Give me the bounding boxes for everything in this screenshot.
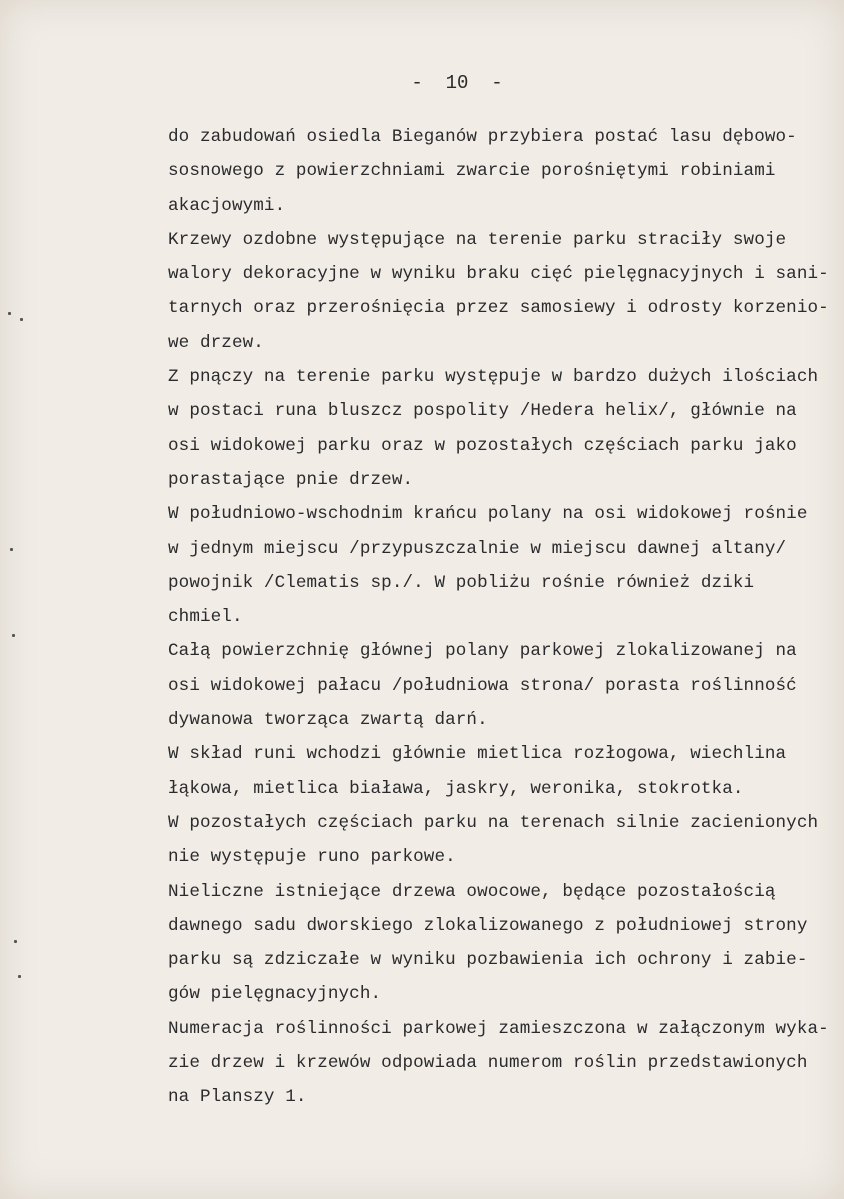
text-line: dywanowa tworząca zwartą darń. (168, 710, 488, 731)
scan-mark (12, 634, 15, 637)
text-line: W skład runi wchodzi głównie mietlica rozłogowa, wiechlina (168, 744, 787, 765)
text-line: gów pielęgnacyjnych. (168, 984, 382, 1005)
scan-mark (8, 312, 11, 315)
text-line: Z pnączy na terenie parku występuje w bardzo dużych ilościach (168, 367, 819, 388)
text-line: nie występuje runo parkowe. (168, 847, 456, 868)
text-line: Nieliczne istniejące drzewa owocowe, będące pozostałością (168, 881, 776, 902)
text-line: na Planszy 1. (168, 1087, 307, 1108)
scan-mark (10, 548, 13, 551)
text-line: osi widokowej parku oraz w pozostałych częściach parku jako (168, 435, 797, 456)
text-line: do zabudowań osiedla Bieganów przybiera postać lasu dębowo- (168, 127, 797, 147)
text-line: Numeracja roślinności parkowej zamieszczona w załączonym wyka- (168, 1018, 829, 1039)
text-line: tarnych oraz przerośnięcia przez samosiewy i odrosty korzenio- (168, 298, 829, 319)
text-line: akacjowymi. (168, 195, 286, 216)
text-line: Całą powierzchnię głównej polany parkowej zlokalizowanej na (168, 641, 797, 662)
text-line: sosnowego z powierzchniami zwarcie porośniętymi robiniami (168, 161, 776, 182)
text-line: powojnik /Clematis sp./. W pobliżu rośnie również dziki (168, 572, 755, 593)
body-text (168, 120, 838, 1115)
scan-mark (18, 975, 21, 978)
text-line: we drzew. (168, 332, 264, 353)
text-line: w jednym miejscu /przypuszczalnie w miejscu dawnej altany/ (168, 538, 787, 559)
text-line: Krzewy ozdobne występujące na terenie parku straciły swoje (168, 229, 787, 250)
page-number: - 10 - (411, 72, 503, 94)
text-line: parku są zdziczałe w wyniku pozbawienia ich ochrony i zabie- (168, 950, 808, 971)
text-line: W południowo-wschodnim krańcu polany na osi widokowej rośnie (168, 504, 808, 525)
text-line: zie drzew i krzewów odpowiada numerom roślin przedstawionych (168, 1053, 808, 1074)
scan-mark (14, 940, 17, 943)
text-line: łąkowa, mietlica biaława, jaskry, weronika, stokrotka. (168, 778, 744, 799)
scan-mark (20, 318, 23, 321)
text-line: osi widokowej pałacu /południowa strona/ porasta roślinność (168, 675, 797, 696)
text-line: dawnego sadu dworskiego zlokalizowanego z południowej strony (168, 915, 808, 936)
text-line: porastające pnie drzew. (168, 469, 414, 490)
text-line: w postaci runa bluszcz pospolity /Hedera helix/, głównie na (168, 401, 797, 422)
text-line: chmiel. (168, 607, 243, 628)
text-line: W pozostałych częściach parku na terenach silnie zacienionych (168, 812, 819, 833)
text-line: walory dekoracyjne w wyniku braku cięć pielęgnacyjnych i sani- (168, 264, 829, 285)
